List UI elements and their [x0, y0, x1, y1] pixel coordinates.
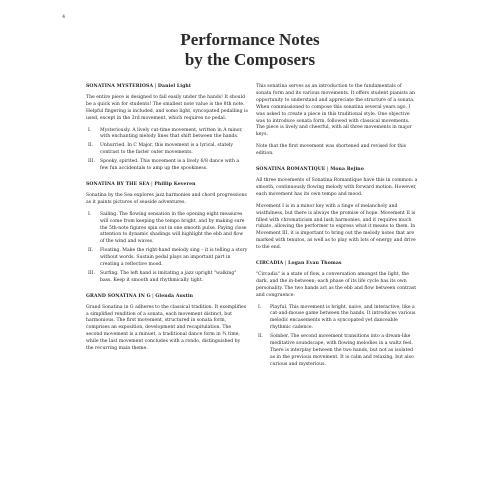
paragraph: Sonatina by the Sea explores jazz harmonies and chord progressions as it paints pictures of seaside adventures. — [86, 192, 247, 205]
section-heading-grand-sonatina: GRAND SONATINA IN G | Glenda Austin — [86, 293, 194, 299]
section-author: Logan Evan Thomas — [288, 261, 342, 267]
paragraph: This sonatina serves as an introduction to the fundamentals of sonata form and its various movements. It offers student pianists an opportunity to understand and appreciate the structure of a sonata. When commissioned to compose this sonatina several years ago, I was asked to create a piece in this traditional style. One objective was to introduce sonata form, followed with classical movements. The piece is lively and cheerful, with all three movements in major keys. — [256, 84, 415, 138]
paragraph: "Circadia" is a state of flow, a conversation amongst the light, the dark, and the in-between; each phase of its life cycle has its own personality. The two hands act as the ebb and flow between contrast and congruence. — [256, 271, 417, 298]
left-column — [86, 84, 248, 358]
page-title-line2: by the Composers — [184, 50, 316, 69]
right-column — [256, 84, 418, 374]
page-number: 4 — [62, 14, 66, 20]
section-author: Glenda Austin — [155, 293, 194, 299]
paragraph: Movement I is in a minor key with a tinge of melancholy and wistfulness, but there is always the promise of hope. Movement II is filled with chromaticism and lush harmonies, and it requires much rubato, allowing the performer to express what it means to them. In Movement III, it is important to bring out the melody notes that are marked with tenutos, as well as to play with lots of energy and drive to the end. — [256, 203, 416, 251]
section-heading-sonatina-by-the-sea: SONATINA BY THE SEA | Phillip Keveren — [86, 181, 196, 187]
section-author: Phillip Keveren — [154, 181, 196, 187]
section-title: GRAND SONATINA IN G — [86, 293, 151, 299]
paragraph: Grand Sonatina in G adheres to the classical tradition. It exemplifies a simplified rendition of a sonata, each movement distinct, but harmonious. The first movement, structured in sonata form, comprises an exposition, development and recapitulation. The second movement is a minuet, a traditional dance form in ¾ time, while the last movement concludes with a rondo, distinguished by the recurring main theme. — [86, 304, 247, 352]
section-title: SONATINA BY THE SEA — [86, 181, 150, 187]
list-item: I. Mysteriously. A lively cut-time movement, written in A minor, with enchanting melody lines that shift between the hands. — [88, 127, 243, 140]
section-author: Daniel Light — [157, 84, 192, 89]
section-title: SONATINA ROMANTIQUE — [256, 167, 326, 173]
paragraph: Note that the first movement was shortened and revised for this edition. — [256, 144, 407, 157]
list-item: II. Unhurried. In C Major, this movement is a lyrical, stately contrast to the faster outer movements. — [88, 143, 233, 156]
movement-list — [86, 212, 248, 285]
list-item: I. Sailing. The flowing sensation in the opening eight measures will come from keeping the tempo bright, and by making sure the 5th-note figures spin out in one smooth pulse. Paying close attention to dynamic shadings will highlight the ebb and flow of the wind and waves. — [88, 211, 247, 245]
list-item: III. Spooky, spirited. This movement is a lively 6/8 dance with a few fun accidentals to amp up the spookiness. — [88, 159, 240, 172]
paragraph: All three movements of Sonatina Romantique have this in common: a smooth, continuously flowing melody with forward motion. However, each movement has its own tempo and mood. — [256, 177, 418, 197]
movement-list — [86, 128, 248, 173]
section-heading-sonatina-mysteriosa: SONATINA MYSTERIOSA | Daniel Light — [86, 84, 192, 89]
movement-list — [256, 305, 418, 369]
list-item: II. Somber. The second movement transitions into a dream-like meditative soundscape, with flowing melodies in a waltz feel. There is interplay between the two hands, but not as isolated as in the previous movement. It is calm and relaxing, but also curious and mysterious. — [258, 334, 414, 367]
section-heading-sonatina-romantique: SONATINA ROMANTIQUE | Mona Rejino — [256, 167, 364, 173]
paragraph: The entire piece is designed to fall easily under the hands! It should be a quick win for students! The smallest note value is the 8th note. Helpful fingering is included, and some light, syncopated pedalling is used, except in the 3rd movement, which requires no pedal. — [86, 94, 248, 121]
list-item: I. Playful. This movement is bright, naive, and interactive, like a cat-and-mouse game between the hands. It introduces various melodic encasements with a syncopated yet danceable rhythmic cadence. — [258, 304, 416, 331]
section-heading-circadia: CIRCADIA | Logan Evan Thomas — [256, 261, 342, 267]
section-title: SONATINA MYSTERIOSA — [86, 84, 154, 89]
list-item: II. Floating. Make the right-hand melody sing – it is telling a story without words. Sustain pedal plays an important part in creating a reflective mood. — [88, 248, 248, 268]
section-author: Mona Rejino — [330, 167, 364, 173]
page-title-line1: Performance Notes — [180, 30, 320, 49]
section-title: CIRCADIA — [256, 261, 284, 267]
list-item: III. Surfing. The left hand is imitating a jazz upright "walking" bass. Keep it smooth and rhythmically tight. — [88, 270, 237, 283]
